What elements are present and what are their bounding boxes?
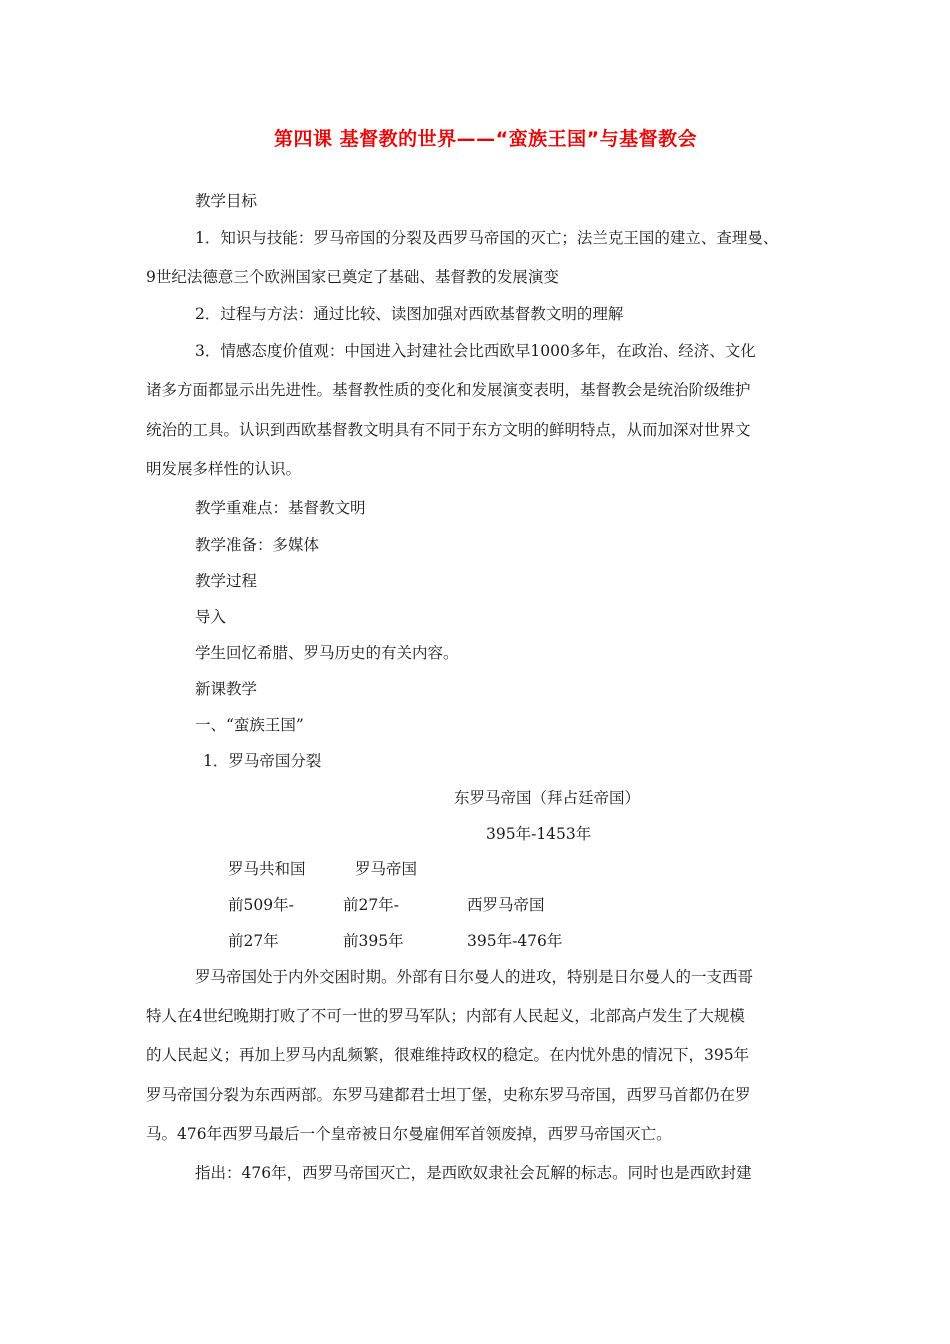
paragraph-1-line-3: 的人民起义；再加上罗马内乱频繁，很难维持政权的稳定。在内忧外患的情况下，395年 — [146, 1046, 750, 1064]
west-roman-empire-name: 西罗马帝国 — [467, 896, 545, 914]
paragraph-1-line-2: 特人在4世纪晚期打败了不可一世的罗马军队；内部有人民起义，北部高卢发生了大规模 — [146, 1007, 745, 1025]
paragraph-1-line-1: 罗马帝国处于内外交困时期。外部有日尔曼人的进攻，特别是日尔曼人的一支西哥 — [195, 968, 754, 986]
intro-text: 学生回忆希腊、罗马历史的有关内容。 — [195, 644, 459, 662]
west-roman-empire-years: 395年-476年 — [467, 932, 563, 950]
east-roman-empire-name: 东罗马帝国（拜占廷帝国） — [454, 789, 641, 807]
section-1-heading: 一、“蛮族王国” — [195, 716, 304, 734]
objective-1-line-1: 1．知识与技能：罗马帝国的分裂及西罗马帝国的灭亡；法兰克王国的建立、查理曼、 — [195, 229, 779, 247]
subsection-1-heading: 1．罗马帝国分裂 — [203, 752, 322, 770]
lesson-title: 第四课 基督教的世界——“蛮族王国”与基督教会 — [274, 128, 698, 150]
intro-heading: 导入 — [195, 608, 227, 626]
key-points: 教学重难点：基督教文明 — [195, 499, 366, 517]
objective-3-line-3: 统治的工具。认识到西欧基督教文明具有不同于东方文明的鲜明特点，从而加深对世界文 — [146, 421, 751, 439]
roman-republic-name: 罗马共和国 — [228, 860, 306, 878]
paragraph-2-line-1: 指出：476年，西罗马帝国灭亡，是西欧奴隶社会瓦解的标志。同时也是西欧封建 — [195, 1164, 752, 1182]
roman-empire-name: 罗马帝国 — [355, 860, 418, 878]
roman-empire-start: 前27年- — [343, 896, 399, 914]
roman-empire-end: 前395年 — [343, 932, 404, 950]
objectives-heading: 教学目标 — [195, 192, 258, 210]
objective-1-line-2: 9世纪法德意三个欧洲国家已奠定了基础、基督教的发展演变 — [146, 268, 559, 286]
paragraph-1-line-4: 罗马帝国分裂为东西两部。东罗马建都君士坦丁堡，史称东罗马帝国，西罗马首都仍在罗 — [146, 1086, 751, 1104]
objective-3-line-4: 明发展多样性的认识。 — [146, 460, 302, 478]
preparation: 教学准备：多媒体 — [195, 536, 320, 554]
objective-3-line-1: 3．情感态度价值观：中国进入封建社会比西欧早1000多年，在政治、经济、文化 — [195, 342, 756, 360]
roman-republic-start: 前509年- — [228, 896, 294, 914]
new-lesson-heading: 新课教学 — [195, 680, 258, 698]
roman-republic-end: 前27年 — [228, 932, 279, 950]
paragraph-1-line-5: 马。476年西罗马最后一个皇帝被日尔曼雇佣军首领废掉，西罗马帝国灭亡。 — [146, 1125, 672, 1143]
objective-3-line-2: 诸多方面都显示出先进性。基督教性质的变化和发展演变表明，基督教会是统治阶级维护 — [146, 381, 751, 399]
process-heading: 教学过程 — [195, 572, 258, 590]
objective-2: 2．过程与方法：通过比较、读图加强对西欧基督教文明的理解 — [195, 305, 624, 323]
east-roman-empire-years: 395年-1453年 — [486, 825, 592, 843]
